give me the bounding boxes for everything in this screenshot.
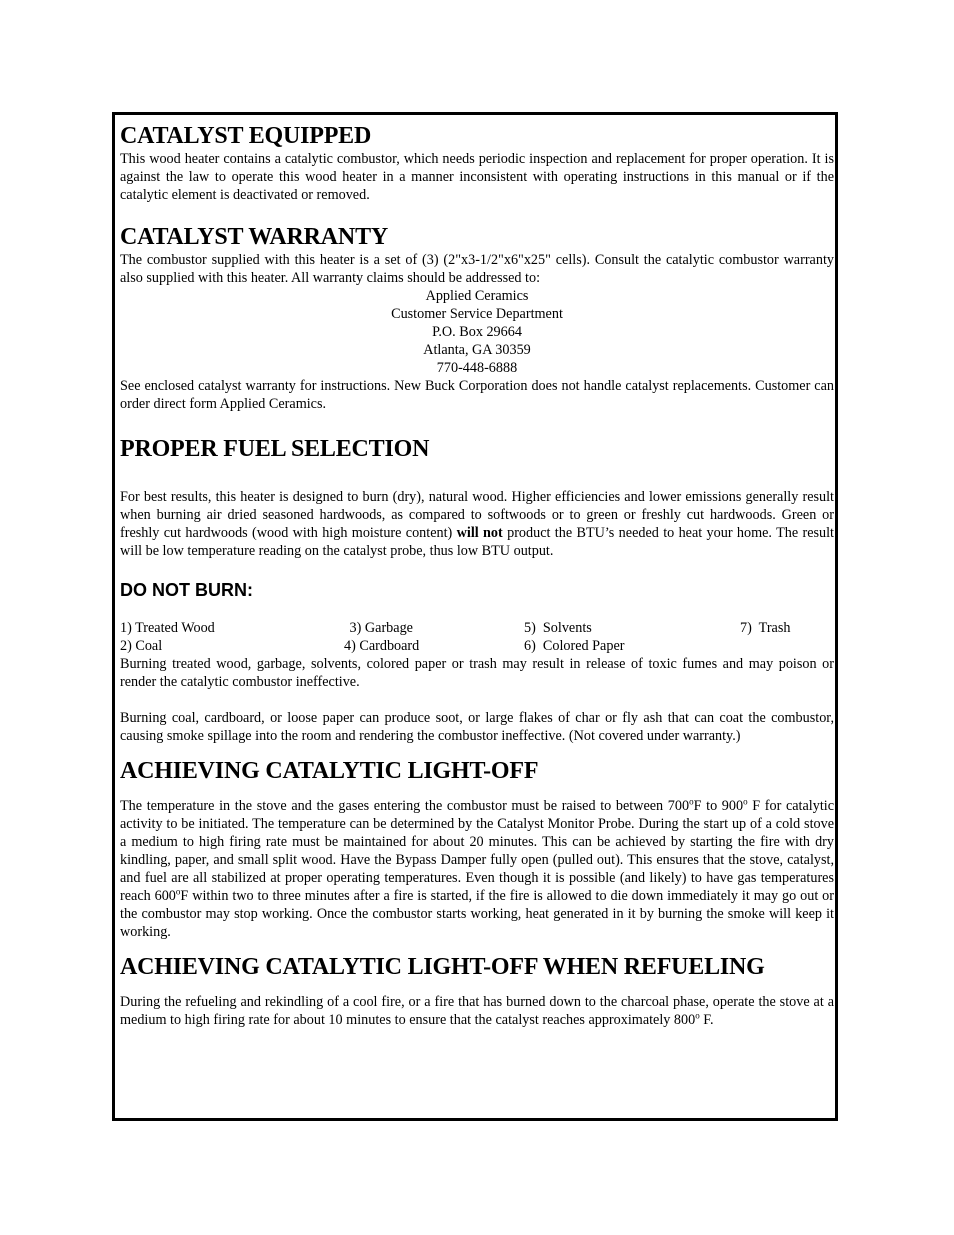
heading-refueling: ACHIEVING CATALYTIC LIGHT-OFF WHEN REFUELING [120,954,765,980]
light-off-text-1: The temperature in the stove and the gases entering the combustor must be raised to between 700 [120,798,690,814]
degree-symbol: o [689,796,694,807]
do-not-burn-para1: Burning treated wood, garbage, solvents, colored paper or trash may result in release of toxic fumes and may poison or render the catalytic combustor ineffective. [120,656,834,690]
catalyst-warranty-text: The combustor supplied with this heater is a set of (3) (2"x3-1/2"x6"x25" cells). Consult the catalytic combustor warranty also supplied with this heater. All warranty claims should be addressed to: [120,252,834,286]
refueling-text [120,993,834,1029]
degree-symbol: o [175,886,181,897]
refueling-text-2: F. [703,1012,714,1028]
list-row [120,637,834,655]
light-off-text-4: F within two to three minutes after a fire is started, if the fire is allowed to die down immediately it may go out or the combustor may stop working. Once the combustor starts working, heat generated in it by burning the smoke will keep it working. [120,888,835,940]
heading-do-not-burn: DO NOT BURN: [120,580,253,600]
list-item: 4) Cardboard [344,638,420,654]
fuel-selection-text [120,488,834,560]
heading-light-off: ACHIEVING CATALYTIC LIGHT-OFF [120,758,539,784]
heading-fuel-selection: PROPER FUEL SELECTION [120,436,430,462]
heading-catalyst-warranty: CATALYST WARRANTY [120,224,389,250]
do-not-burn-para2: Burning coal, cardboard, or loose paper can produce soot, or large flakes of char or fly ash that can coat the combustor, causing smoke spillage into the room and rendering the combustor ineffective. (Not covered under warranty.) [120,710,834,744]
list-item: 5) Solvents [524,620,592,636]
heading-catalyst-equipped: CATALYST EQUIPPED [120,123,372,149]
light-off-text [120,797,834,941]
fuel-text-part2: product the BTU’s needed to heat your home. The result will be low temperature reading on the catalyst probe, thus low BTU output. [120,525,835,559]
address-city: Atlanta, GA 30359 [423,342,531,358]
light-off-text-2: F to 900 [693,798,744,814]
warranty-address [120,287,834,377]
list-item: 7) Trash [740,620,791,636]
list-item: 3) Garbage [346,620,413,636]
fuel-text-part1: For best results, this heater is designed to burn (dry), natural wood. Higher efficiencies and lower emissions generally result when burning air dried seasoned hardwoods, as compared to softwoods or to green or freshly cut hardwoods. Green or freshly cut hardwoods (wood with high moisture content) [120,489,834,541]
list-item: 2) Coal [120,638,163,654]
degree-symbol: o [743,796,748,807]
document-body [120,120,834,1029]
do-not-burn-list [120,619,834,655]
address-company: Applied Ceramics [425,288,529,304]
warranty-footer-text: See enclosed catalyst warranty for instructions. New Buck Corporation does not handle catalyst replacements. Customer can order direct form Applied Ceramics. [120,378,834,412]
address-po-box: P.O. Box 29664 [432,324,522,340]
list-item: 1) Treated Wood [120,620,215,636]
fuel-text-bold: will not [456,525,503,541]
list-row [120,619,834,637]
list-item: 6) Colored Paper [524,638,625,654]
degree-symbol: o [695,1010,700,1021]
catalyst-equipped-text: This wood heater contains a catalytic combustor, which needs periodic inspection and replacement for proper operation. It is against the law to operate this wood heater in a manner inconsistent with operating instructions in this manual or if the catalytic element is deactivated or removed. [120,151,834,203]
light-off-text-3: F for catalytic activity to be initiated. The temperature can be determined by the Catalyst Monitor Probe. During the start up of a cold stove a medium to high firing rate must be maintained for about 20 minutes. This can be achieved by starting the fire with dry kindling, paper, and small split wood. Have the Bypass Damper fully open (pulled out). This ensures that the stove, catalyst, and fuel are all stabilized at proper operating temperatures. Even though it is possible (and likely) to have gas temperatures reach 600 [120,798,835,904]
refueling-text-1: During the refueling and rekindling of a cool fire, or a fire that has burned down to the charcoal phase, operate the stove at a medium to high firing rate for about 10 minutes to ensure that the catalyst reaches approximately 800 [120,994,834,1028]
address-department: Customer Service Department [391,306,563,322]
address-phone: 770-448-6888 [436,360,518,376]
